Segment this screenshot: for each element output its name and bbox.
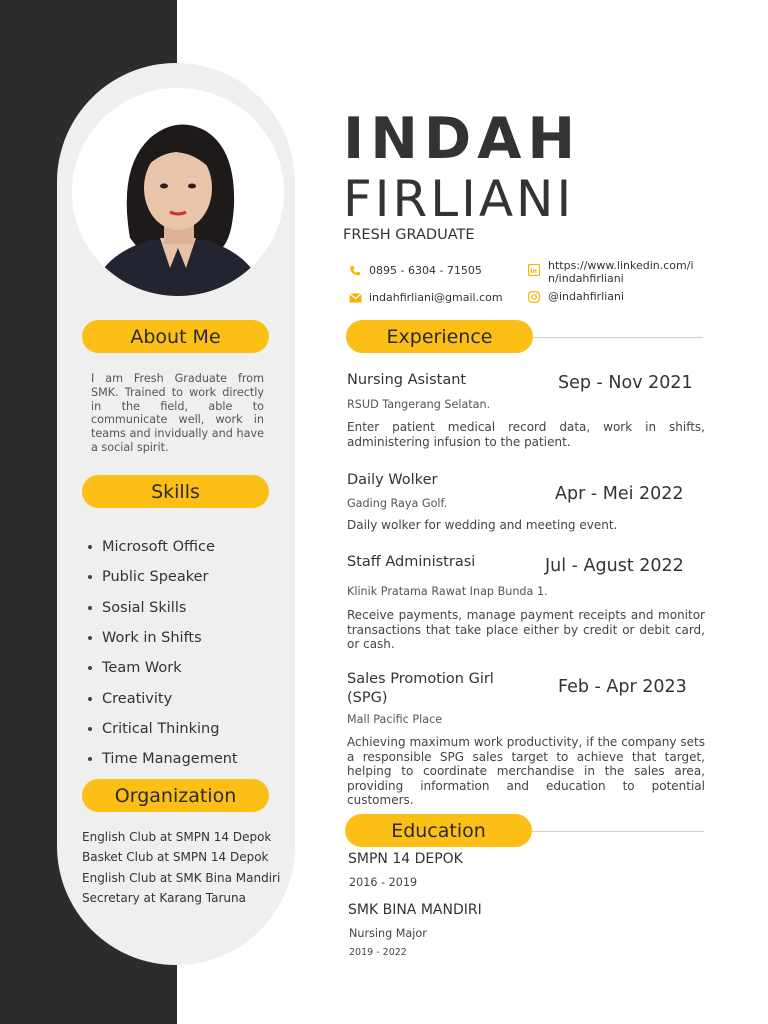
- phone-icon: [347, 264, 363, 277]
- education-divider: [532, 831, 704, 832]
- organization-list: [82, 830, 280, 911]
- bullet-icon: [88, 666, 92, 670]
- school-name: SMK BINA MANDIRI: [348, 902, 482, 918]
- email-link[interactable]: indahfirliani@gmail.com: [369, 291, 503, 304]
- bullet-icon: [88, 727, 92, 731]
- organization-heading: Organization: [82, 779, 269, 812]
- skill-item: [88, 744, 238, 774]
- school-years: 2019 - 2022: [349, 947, 407, 958]
- linkedin-url-line1: https://www.linkedin.com/i: [548, 259, 694, 272]
- skill-label: Team Work: [102, 660, 182, 677]
- job-date: Sep - Nov 2021: [558, 373, 693, 393]
- skill-label: Microsoft Office: [102, 539, 215, 556]
- job-title: Staff Administrasi: [347, 554, 476, 570]
- experience-divider: [533, 337, 703, 338]
- school-years: 2016 - 2019: [349, 876, 418, 889]
- job-title: Daily Wolker: [347, 472, 438, 488]
- skill-item: [88, 653, 238, 683]
- job-description: Achieving maximum work productivity, if the company sets a responsible SPG sales target to achieve that target, helping to coordinate merchandise in the sales area, providing information and education to potential customers.: [347, 735, 705, 807]
- job-description: Receive payments, manage payment receipts and monitor transactions that take place either by credit or debit card, or cash.: [347, 608, 705, 651]
- profile-photo: [72, 88, 284, 296]
- linkedin-url-line2: n/indahfirliani: [548, 272, 624, 285]
- skill-item: [88, 532, 238, 562]
- experience-heading: Experience: [346, 320, 533, 353]
- phone-contact: [347, 264, 482, 277]
- skill-item: [88, 562, 238, 592]
- linkedin-contact: [526, 259, 694, 285]
- organization-item: Basket Club at SMPN 14 Depok: [82, 850, 269, 865]
- job-description: Enter patient medical record data, work in shifts, administering infusion to the patient.: [347, 420, 705, 449]
- skills-list: [88, 532, 238, 774]
- job-place: Mall Pacific Place: [347, 713, 443, 726]
- job-place: RSUD Tangerang Selatan.: [347, 398, 491, 411]
- organization-item: English Club at SMPN 14 Depok: [82, 830, 272, 844]
- job-place: Gading Raya Golf.: [347, 497, 448, 510]
- bullet-icon: [88, 636, 92, 640]
- job-date: Jul - Agust 2022: [545, 556, 684, 576]
- profile-photo-illustration: [72, 88, 284, 296]
- school-major: Nursing Major: [349, 927, 427, 940]
- organization-item: English Club at SMK Bina Mandiri: [82, 870, 281, 885]
- skill-label: Work in Shifts: [102, 630, 202, 647]
- mail-icon: [347, 291, 363, 304]
- bullet-icon: [88, 575, 92, 579]
- instagram-icon: [526, 290, 542, 303]
- phone-text: 0895 - 6304 - 71505: [369, 264, 482, 277]
- job-date: Apr - Mei 2022: [555, 484, 684, 504]
- email-contact: [347, 291, 503, 304]
- skill-item: [88, 593, 238, 623]
- skill-item: [88, 683, 238, 713]
- job-description: Daily wolker for wedding and meeting event.: [347, 518, 618, 532]
- subtitle: FRESH GRADUATE: [343, 227, 475, 243]
- about-text: I am Fresh Graduate from SMK. Trained to work directly in the field, able to communicate well, work in teams and invidually and have a social spirit.: [91, 372, 264, 454]
- job-title-line1: Sales Promotion Girl: [347, 671, 494, 687]
- bullet-icon: [88, 697, 92, 701]
- bullet-icon: [88, 606, 92, 610]
- skill-item: [88, 714, 238, 744]
- instagram-link[interactable]: @indahfirliani: [548, 290, 625, 303]
- about-heading: About Me: [82, 320, 269, 353]
- skill-item: [88, 623, 238, 653]
- skill-label: Creativity: [102, 690, 173, 707]
- school-name: SMPN 14 DEPOK: [348, 851, 463, 867]
- organization-item: Secretary at Karang Taruna: [82, 890, 246, 905]
- skill-label: Sosial Skills: [102, 599, 187, 616]
- job-date: Feb - Apr 2023: [558, 677, 687, 697]
- bullet-icon: [88, 757, 92, 761]
- linkedin-icon: [526, 263, 542, 276]
- bullet-icon: [88, 545, 92, 549]
- svg-text:in: in: [530, 266, 538, 275]
- job-title-line2: (SPG): [347, 690, 388, 706]
- instagram-contact: [526, 290, 624, 303]
- skill-label: Critical Thinking: [102, 720, 220, 737]
- last-name: FIRLIANI: [343, 170, 575, 228]
- linkedin-link[interactable]: [548, 259, 694, 285]
- job-place: Klinik Pratama Rawat Inap Bunda 1.: [347, 585, 548, 598]
- skill-label: Public Speaker: [102, 569, 209, 586]
- skills-heading: Skills: [82, 475, 269, 508]
- education-heading: Education: [345, 814, 532, 847]
- job-title: Nursing Asistant: [347, 372, 467, 388]
- skill-label: Time Management: [102, 751, 238, 768]
- first-name: INDAH: [343, 106, 582, 172]
